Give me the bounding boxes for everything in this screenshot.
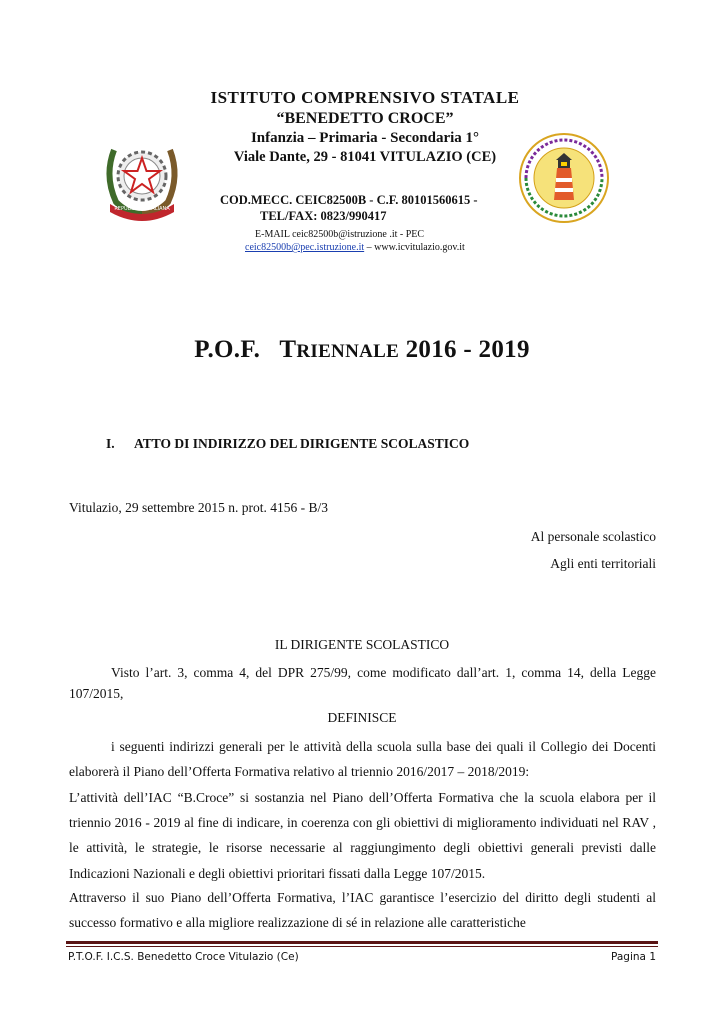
pec-link[interactable]: ceic82500b@pec.istruzione.it [245, 242, 365, 253]
codes-block [220, 192, 520, 224]
footer-rule-thick [66, 941, 658, 944]
emblem-caption: REPUBBLICA ITALIANA [114, 206, 170, 212]
title-pof: P.O.F. [194, 336, 261, 363]
protocol-line: Vitulazio, 29 settembre 2015 n. prot. 4156 - B/3 [69, 500, 329, 515]
footer-page-number: Pagina 1 [611, 951, 656, 963]
visto-paragraph: Visto l’art. 3, comma 4, del DPR 275/99, come modificato dall’art. 1, comma 14, della Legge 107/2015, [69, 665, 656, 701]
signer-heading: IL DIRIGENTE SCOLASTICO [274, 637, 450, 652]
document-title [0, 336, 724, 364]
recipient-2: Agli enti territoriali [550, 556, 656, 571]
school-levels: Infanzia – Primaria - Secondaria 1° [250, 130, 480, 146]
paragraph-1: i seguenti indirizzi generali per le attività della scuola sulla base dei quali il Collegio dei Docenti elaborerà il Piano dell’Offerta Formativa relativo al triennio 2016/2017 – 2018/2019: [69, 739, 656, 780]
website: – www.icvitulazio.gov.it [364, 242, 465, 253]
school-codes: COD.MECC. CEIC82500B - C.F. 80101560615 - [220, 193, 478, 207]
footer-rule-thin [66, 946, 658, 947]
definisce-heading: DEFINISCE [327, 710, 397, 725]
section-heading [106, 436, 469, 452]
letterhead [200, 88, 530, 166]
paragraph-2: L’attività dell’IAC “B.Croce” si sostanzia nel Piano dell’Offerta Formativa che la scuola elabora per il triennio 2016 - 2019 al fine di indicare, in coerenza con gli obiettivi di miglioramento individuati nel RAV , le attività, le strategie, le risorse necessarie al raggiungimento degli obiettivi generali previsti dalle Indicazioni Nazionali e degli obiettivi prioritari fissati dalla Legge 107/2015. [69, 790, 656, 881]
section-title: ATTO DI INDIRIZZO DEL DIRIGENTE SCOLASTICO [134, 436, 470, 451]
pec-line [245, 241, 465, 254]
school-phone: TEL/FAX: 0823/990417 [260, 209, 387, 223]
footer-doc-name: P.T.O.F. I.C.S. Benedetto Croce Vitulazio (Ce) [68, 951, 299, 963]
recipient-1: Al personale scolastico [530, 529, 656, 544]
school-type: ISTITUTO COMPRENSIVO STATALE [210, 88, 520, 107]
school-name: “BENEDETTO CROCE” [276, 110, 454, 127]
italian-republic-emblem [100, 130, 184, 222]
email-line: E-MAIL ceic82500b@istruzione .it - PEC [255, 229, 425, 240]
school-logo [512, 126, 616, 230]
section-number: I. [106, 436, 115, 451]
title-triennale-rest: RIENNALE [296, 341, 400, 362]
title-triennale-initial: T [279, 336, 297, 363]
school-address: Viale Dante, 29 - 81041 VITULAZIO (CE) [233, 149, 497, 165]
title-years: 2016 - 2019 [405, 336, 530, 363]
logo-caption [312, 126, 341, 127]
paragraph-3: Attraverso il suo Piano dell’Offerta Formativa, l’IAC garantisce l’esercizio del diritto degli studenti al successo formativo e alla migliore realizzazione di sé in relazione alle caratteristiche [69, 890, 656, 931]
contact-block [245, 228, 465, 254]
